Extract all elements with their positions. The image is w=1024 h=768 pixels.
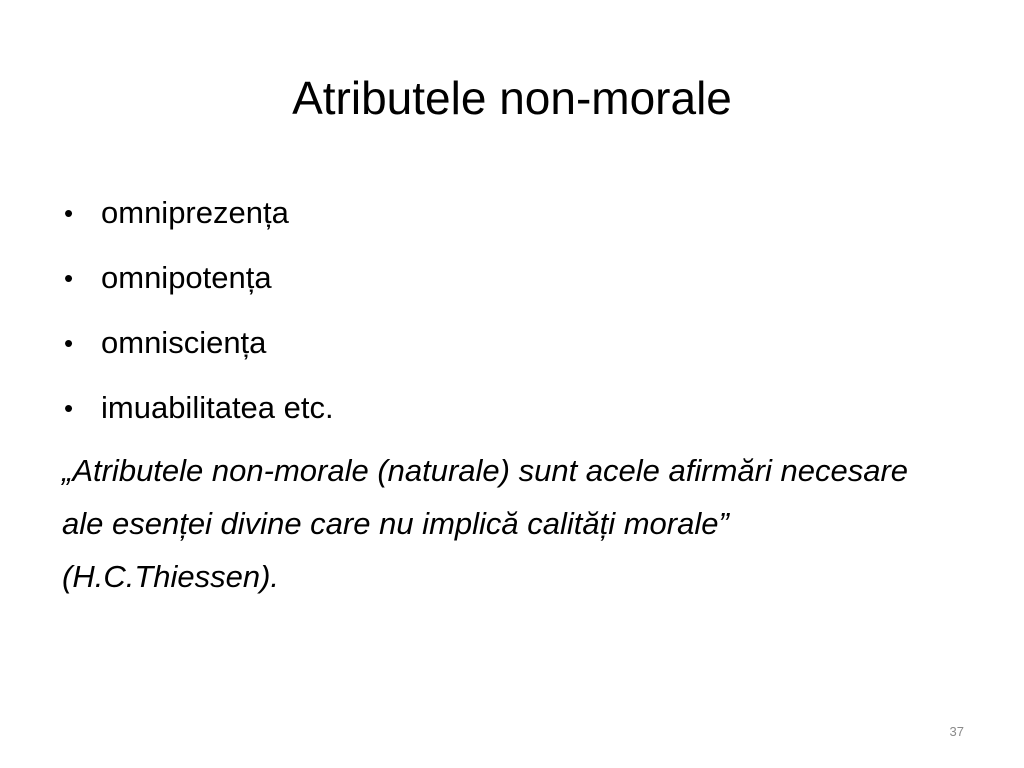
bullet-dot-icon: • <box>64 328 74 358</box>
bullet-list <box>58 190 968 431</box>
bullet-item-imuabilitatea <box>58 385 968 431</box>
bullet-text: omnipotența <box>101 260 272 295</box>
slide-content <box>58 190 968 603</box>
quote-text: „Atributele non-morale (naturale) sunt acele afirmări necesare ale esenței divine care nu implică calități morale” (H.C.Thiessen). <box>62 453 909 594</box>
bullet-item-omniprezenta <box>58 190 968 236</box>
slide-number: 37 <box>949 724 964 739</box>
bullet-dot-icon: • <box>64 263 74 293</box>
bullet-item-omnipotenta <box>58 255 968 301</box>
bullet-dot-icon: • <box>64 198 74 228</box>
bullet-text: imuabilitatea etc. <box>101 390 334 425</box>
bullet-text: omniprezența <box>101 195 289 230</box>
bullet-dot-icon: • <box>64 393 74 423</box>
bullet-text: omnisciența <box>101 325 267 360</box>
slide-title: Atributele non-morale <box>292 72 732 124</box>
bullet-item-omniscienta <box>58 320 968 366</box>
